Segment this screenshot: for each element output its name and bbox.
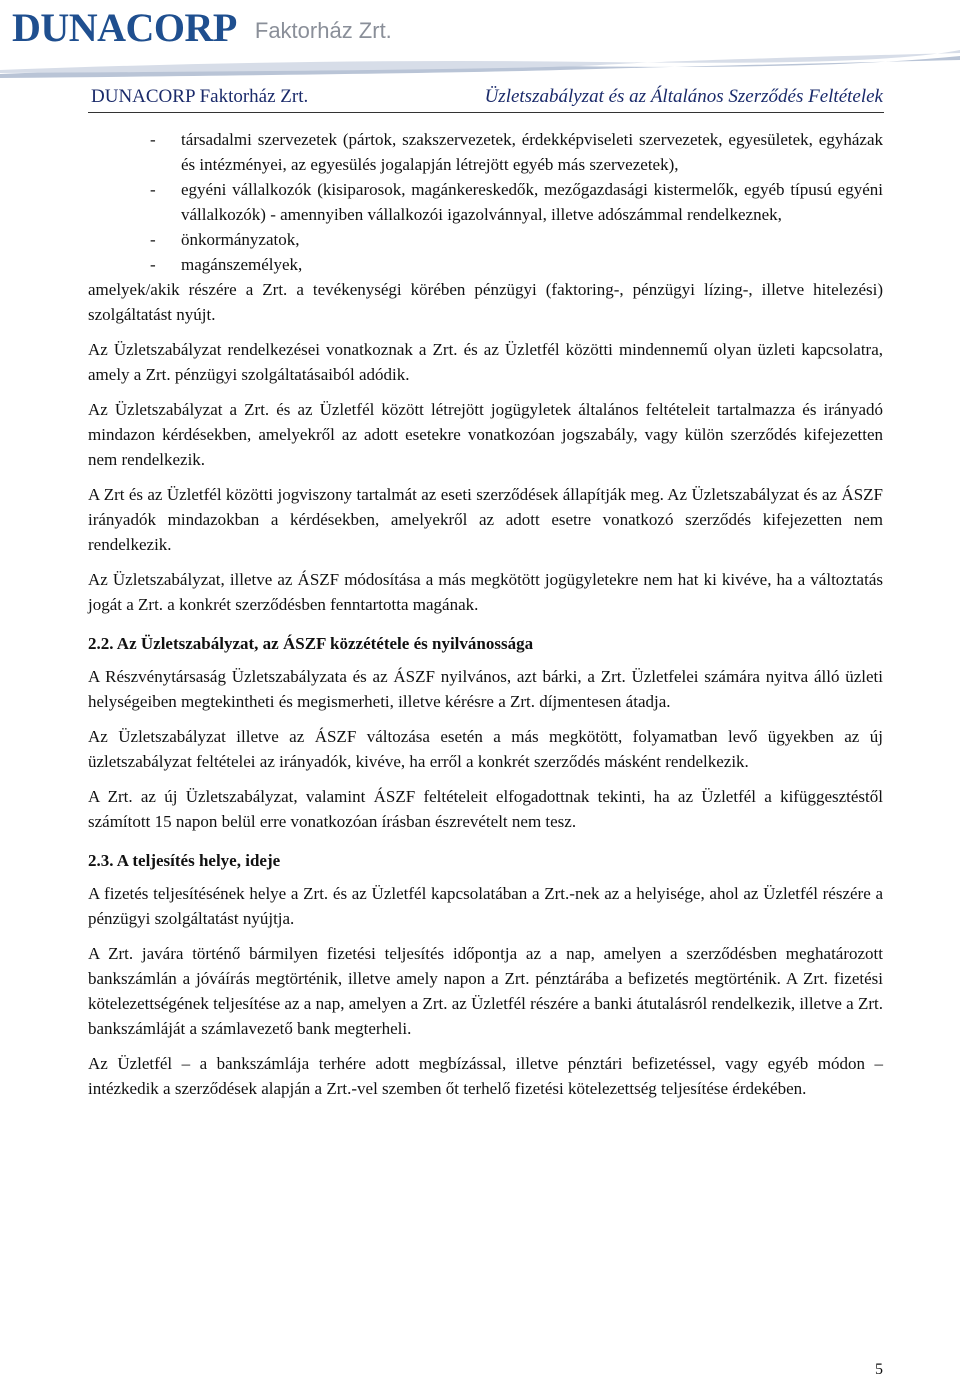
list-item bbox=[150, 177, 883, 227]
bullet-marker: - bbox=[150, 180, 156, 199]
paragraph: Az Üzletszabályzat illetve az ÁSZF változása esetén a más megkötött, folyamatban levő ügyekben az új üzletszabályzat feltételei az irányadók, kivéve, ha erről a konkrét szerződés másként rendelkezik. bbox=[88, 727, 883, 771]
header-company-name: DUNACORP Faktorház Zrt. bbox=[91, 86, 309, 107]
list-item-text: társadalmi szervezetek (pártok, szakszervezetek, érdekképviseleti szervezetek, egyesületek, egyházak és intézményei, az egyesülés jogalapján létrejött egyéb más szervezetek), bbox=[181, 130, 883, 174]
bullet-list bbox=[88, 127, 883, 277]
bullet-marker: - bbox=[150, 130, 156, 149]
paragraph: amelyek/akik részére a Zrt. a tevékenységi körében pénzügyi (faktoring-, pénzügyi lízing-, illetve hitelezési) szolgáltatást nyújt. bbox=[88, 280, 883, 324]
bullet-marker: - bbox=[150, 255, 156, 274]
logo-main-text: DUNACORP bbox=[12, 5, 237, 50]
logo-sub-text: Faktorház Zrt. bbox=[254, 18, 392, 43]
list-item-text: önkormányzatok, bbox=[181, 230, 300, 249]
paragraph: A Részvénytársaság Üzletszabályzata és az ÁSZF nyilvános, azt bárki, a Zrt. Üzletfelei számára nyitva álló üzleti helységeiben megtekintheti és megismerheti, illetve kérésre a Zrt. díjmentesen átadja. bbox=[88, 667, 883, 711]
paragraph: Az Üzletszabályzat a Zrt. és az Üzletfél között létrejött jogügyletek általános feltételeit tartalmazza és irányadó mindazon kérdésekben, amelyekről az adott esetekre vonatkozóan jogszabály, vagy külön szerződés kifejezetten nem rendelkezik. bbox=[88, 400, 883, 469]
list-item bbox=[150, 127, 883, 177]
paragraph: Az Üzletfél – a bankszámlája terhére adott megbízással, illetve pénztári befizetéssel, vagy egyéb módon – intézkedik a szerződések alapján a Zrt.-vel szemben őt terhelő fizetési kötelezettség teljesítése érdekében. bbox=[88, 1054, 883, 1098]
paragraph: A Zrt. javára történő bármilyen fizetési teljesítés időpontja az a nap, amelyen a szerződésben meghatározott bankszámlán a jóváírás megtörténik, illetve amely napon a Zrt. pénztárába a befizetés megtörténik. A Zrt. fizetési kötelezettségének teljesítése az a nap, amelyen a Zrt. az Üzletfél részére a banki átutalásról rendelkezik, illetve a Zrt. bankszámláját a számlavezető bank megterheli. bbox=[88, 944, 883, 1038]
paragraph: A Zrt és az Üzletfél közötti jogviszony tartalmát az eseti szerződések állapítják meg. Az Üzletszabályzat és az ÁSZF irányadók mindazokban a kérdésekben, amelyekről az adott esetre vonatkozó szerződés kifejezetten nem rendelkezik. bbox=[88, 485, 883, 554]
section-heading-2-2: 2.2. Az Üzletszabályzat, az ÁSZF közzététele és nyilvánossága bbox=[88, 634, 534, 653]
page-number: 5 bbox=[875, 1361, 883, 1378]
paragraph: A fizetés teljesítésének helye a Zrt. és az Üzletfél kapcsolatában a Zrt.-nek az a helyisége, ahol az Üzletfél részére a pénzügyi szolgáltatást nyújtja. bbox=[88, 884, 883, 928]
list-item bbox=[150, 227, 883, 252]
paragraph: Az Üzletszabályzat, illetve az ÁSZF módosítása a más megkötött jogügyletekre nem hat ki kivéve, ha a változtatás jogát a Zrt. a konkrét szerződésben fenntartotta magának. bbox=[88, 570, 883, 614]
paragraph: Az Üzletszabályzat rendelkezései vonatkoznak a Zrt. és az Üzletfél közötti mindennemű olyan üzleti kapcsolatra, amely a Zrt. pénzügyi szolgáltatásaiból adódik. bbox=[88, 340, 883, 384]
list-item-text: magánszemélyek, bbox=[181, 255, 303, 274]
header-divider bbox=[88, 112, 884, 113]
list-item-text: egyéni vállalkozók (kisiparosok, magánkereskedők, mezőgazdasági kistermelők, egyéb típusú egyéni vállalkozók) - amennyiben vállalkozói igazolvánnyal, illetve adószámmal rendelkeznek, bbox=[181, 180, 883, 224]
list-item bbox=[150, 252, 883, 277]
company-logo bbox=[12, 5, 392, 50]
paragraph: A Zrt. az új Üzletszabályzat, valamint ÁSZF feltételeit elfogadottnak tekinti, ha az Üzletfél a kifüggesztéstől számított 15 napon belül erre vonatkozóan írásban észrevételt nem tesz. bbox=[88, 787, 883, 831]
bullet-marker: - bbox=[150, 230, 156, 249]
header-swoosh-decoration bbox=[0, 44, 960, 84]
document-body bbox=[88, 127, 883, 1111]
section-heading-2-3: 2.3. A teljesítés helye, ideje bbox=[88, 851, 281, 870]
header-document-title: Üzletszabályzat és az Általános Szerződés Feltételek bbox=[484, 86, 883, 107]
